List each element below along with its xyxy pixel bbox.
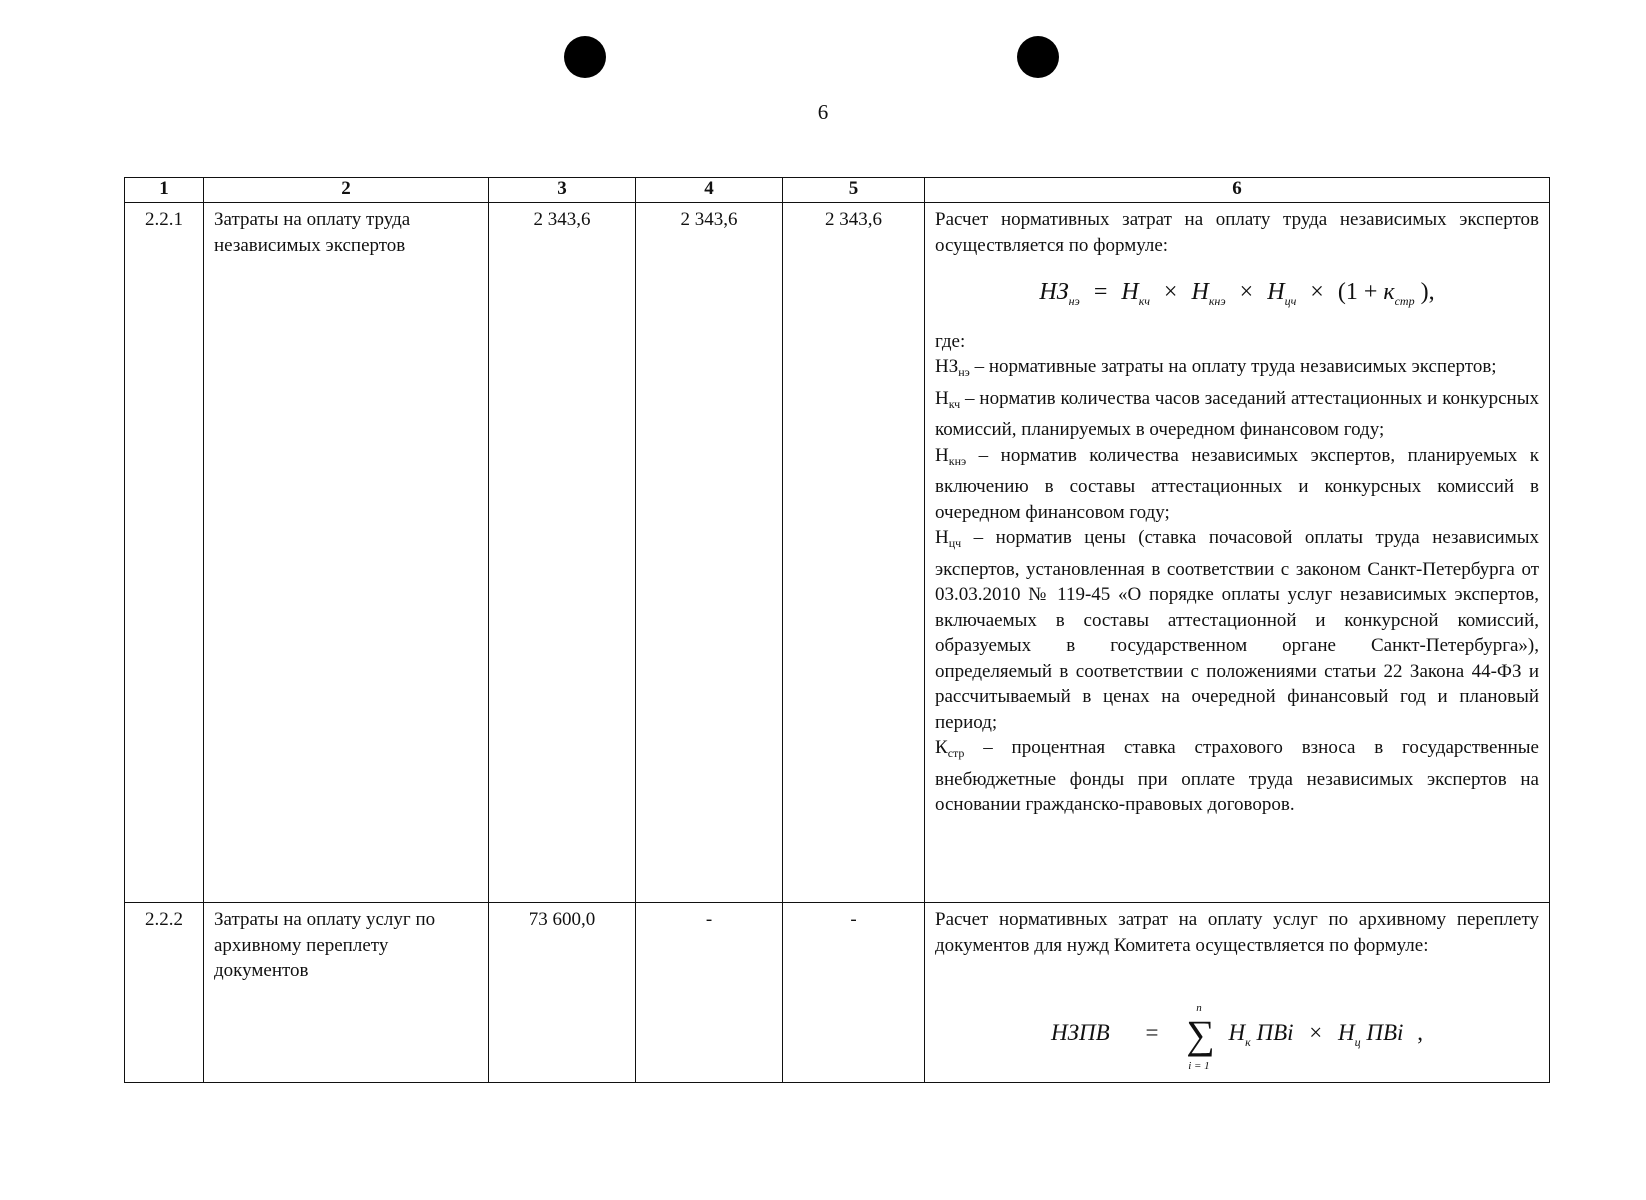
header-col-4: 4 [636, 178, 783, 203]
sigma-upper-limit: n [1196, 1002, 1202, 1014]
formula-expert-costs: $НЗ_{нэ} = Н_{кч} \times Н_{кнэ} \times Н_{цч} \times (1 + к_{стр}$ ), [1039, 279, 1435, 308]
header-col-2: 2 [204, 178, 489, 203]
row-description [925, 203, 1550, 903]
row-value-col3: 2 343,6 [489, 203, 636, 903]
row-code: 2.2.1 [125, 203, 204, 903]
table-row [125, 203, 1550, 903]
description-intro: Расчет нормативных затрат на оплату труда независимых экспертов осуществляется по формуле: [935, 209, 1539, 256]
row-value-col4: 2 343,6 [636, 203, 783, 903]
row-code: 2.2.2 [125, 903, 204, 1083]
definition-item: $Н_{цч}$ – норматив цены (ставка почасовой оплаты труда независимых экспертов, установленная в соответствии с законом Санкт-Петербурга от 03.03.2010 № 119-45 «О порядке оплаты услуг независимых экспертов, включаемых в составы аттестационной и конкурсной комиссий, образуемых в государственном органе Санкт-Петербурга»), определяемый в соответствии с положениями статьи 22 Закона 44-ФЗ и рассчитываемый в ценах на очередной финансовый год и плановый период; [935, 527, 1539, 733]
row-name: Затраты на оплату труда независимых экспертов [204, 203, 489, 903]
punch-hole-right [1017, 36, 1059, 78]
definition-item: $Н_{кч}$ – норматив количества часов заседаний аттестационных и конкурсных комиссий, планируемых в очередном финансовом году; [935, 387, 1539, 440]
where-label: где: [935, 330, 966, 352]
description-intro: Расчет нормативных затрат на оплату услуг по архивному переплету документов для нужд Комитета осуществляется по формуле: [935, 909, 1539, 956]
definition-item: $Н_{кнэ}$ – норматив количества независимых экспертов, планируемых к включению в составы аттестационных и конкурсных комиссий в очередном финансовом году; [935, 444, 1539, 523]
header-col-1: 1 [125, 178, 204, 203]
definition-item: $НЗ_{нэ}$ – нормативные затраты на оплату труда независимых экспертов; [935, 356, 1497, 379]
sigma-lower-limit: i = 1 [1188, 1060, 1210, 1072]
header-col-6: 6 [925, 178, 1550, 203]
punch-hole-left [564, 36, 606, 78]
header-col-3: 3 [489, 178, 636, 203]
norms-table [124, 177, 1550, 1083]
sigma-symbol: ∑ [1186, 1012, 1215, 1057]
formula-binding-costs: НЗПВ = n ∑ i = 1 $Н_к$ ПВi × $Н_ц$ ПВi , [935, 958, 1539, 1066]
header-col-5: 5 [783, 178, 925, 203]
definition-item: $К_{стр}$ – процентная ставка страхового взноса в государственные внебюджетные фонды при оплате труда независимых экспертов на основании гражданско-правовых договоров. [935, 737, 1539, 815]
row-name: Затраты на оплату услуг по архивному переплету документов [204, 903, 489, 1083]
row-value-col5: - [783, 903, 925, 1083]
row-value-col5: 2 343,6 [783, 203, 925, 903]
table-header-row [125, 178, 1550, 203]
table-row [125, 903, 1550, 1083]
row-value-col3: 73 600,0 [489, 903, 636, 1083]
row-description [925, 903, 1550, 1083]
page-number: 6 [817, 100, 829, 124]
row-value-col4: - [636, 903, 783, 1083]
